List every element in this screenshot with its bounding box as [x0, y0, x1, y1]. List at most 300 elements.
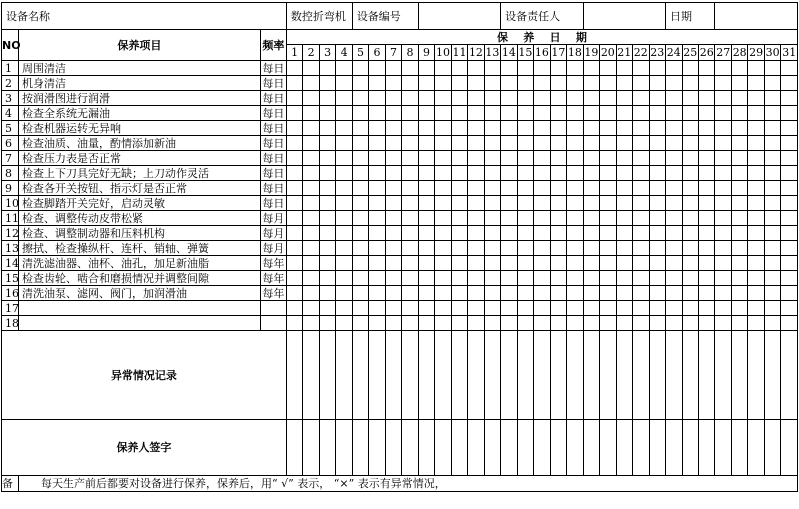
signature-cell[interactable] — [731, 420, 747, 476]
check-cell[interactable] — [583, 196, 599, 211]
check-cell[interactable] — [698, 106, 714, 121]
check-cell[interactable] — [764, 286, 780, 301]
abnormal-cell[interactable] — [748, 331, 764, 420]
check-cell[interactable] — [731, 106, 747, 121]
check-cell[interactable] — [319, 61, 335, 76]
check-cell[interactable] — [418, 211, 434, 226]
check-cell[interactable] — [468, 211, 484, 226]
abnormal-cell[interactable] — [567, 331, 583, 420]
check-cell[interactable] — [517, 211, 533, 226]
check-cell[interactable] — [435, 91, 451, 106]
check-cell[interactable] — [764, 121, 780, 136]
check-cell[interactable] — [666, 121, 682, 136]
check-cell[interactable] — [418, 151, 434, 166]
check-cell[interactable] — [286, 106, 302, 121]
check-cell[interactable] — [435, 166, 451, 181]
check-cell[interactable] — [534, 61, 550, 76]
check-cell[interactable] — [600, 256, 616, 271]
check-cell[interactable] — [451, 181, 467, 196]
check-cell[interactable] — [468, 136, 484, 151]
check-cell[interactable] — [286, 301, 302, 316]
check-cell[interactable] — [319, 166, 335, 181]
check-cell[interactable] — [698, 61, 714, 76]
check-cell[interactable] — [451, 121, 467, 136]
check-cell[interactable] — [352, 196, 368, 211]
check-cell[interactable] — [336, 181, 352, 196]
check-cell[interactable] — [303, 181, 319, 196]
signature-cell[interactable] — [336, 420, 352, 476]
signature-cell[interactable] — [352, 420, 368, 476]
check-cell[interactable] — [517, 301, 533, 316]
check-cell[interactable] — [616, 151, 632, 166]
check-cell[interactable] — [616, 121, 632, 136]
check-cell[interactable] — [517, 181, 533, 196]
check-cell[interactable] — [418, 301, 434, 316]
check-cell[interactable] — [633, 271, 649, 286]
check-cell[interactable] — [748, 151, 764, 166]
check-cell[interactable] — [600, 136, 616, 151]
check-cell[interactable] — [567, 136, 583, 151]
check-cell[interactable] — [682, 211, 698, 226]
check-cell[interactable] — [534, 316, 550, 331]
check-cell[interactable] — [748, 181, 764, 196]
check-cell[interactable] — [501, 151, 517, 166]
abnormal-cell[interactable] — [616, 331, 632, 420]
check-cell[interactable] — [402, 301, 418, 316]
check-cell[interactable] — [385, 91, 401, 106]
check-cell[interactable] — [583, 301, 599, 316]
check-cell[interactable] — [666, 211, 682, 226]
check-cell[interactable] — [616, 271, 632, 286]
check-cell[interactable] — [501, 271, 517, 286]
check-cell[interactable] — [336, 271, 352, 286]
check-cell[interactable] — [550, 106, 566, 121]
check-cell[interactable] — [435, 211, 451, 226]
check-cell[interactable] — [583, 181, 599, 196]
check-cell[interactable] — [600, 181, 616, 196]
check-cell[interactable] — [633, 181, 649, 196]
abnormal-cell[interactable] — [731, 331, 747, 420]
abnormal-cell[interactable] — [319, 331, 335, 420]
check-cell[interactable] — [764, 106, 780, 121]
check-cell[interactable] — [649, 91, 665, 106]
check-cell[interactable] — [567, 106, 583, 121]
check-cell[interactable] — [731, 301, 747, 316]
check-cell[interactable] — [286, 226, 302, 241]
check-cell[interactable] — [649, 106, 665, 121]
check-cell[interactable] — [633, 61, 649, 76]
check-cell[interactable] — [583, 271, 599, 286]
check-cell[interactable] — [402, 316, 418, 331]
check-cell[interactable] — [352, 61, 368, 76]
check-cell[interactable] — [633, 286, 649, 301]
check-cell[interactable] — [698, 271, 714, 286]
check-cell[interactable] — [698, 196, 714, 211]
check-cell[interactable] — [468, 241, 484, 256]
check-cell[interactable] — [781, 76, 798, 91]
check-cell[interactable] — [731, 76, 747, 91]
check-cell[interactable] — [468, 301, 484, 316]
check-cell[interactable] — [451, 286, 467, 301]
check-cell[interactable] — [764, 196, 780, 211]
signature-cell[interactable] — [781, 420, 798, 476]
check-cell[interactable] — [583, 76, 599, 91]
signature-cell[interactable] — [550, 420, 566, 476]
check-cell[interactable] — [583, 211, 599, 226]
check-cell[interactable] — [600, 316, 616, 331]
check-cell[interactable] — [698, 121, 714, 136]
signature-cell[interactable] — [517, 420, 533, 476]
check-cell[interactable] — [781, 241, 798, 256]
check-cell[interactable] — [484, 196, 500, 211]
check-cell[interactable] — [484, 61, 500, 76]
check-cell[interactable] — [501, 241, 517, 256]
check-cell[interactable] — [501, 121, 517, 136]
check-cell[interactable] — [501, 166, 517, 181]
check-cell[interactable] — [567, 316, 583, 331]
signature-cell[interactable] — [369, 420, 385, 476]
check-cell[interactable] — [682, 76, 698, 91]
abnormal-cell[interactable] — [352, 331, 368, 420]
check-cell[interactable] — [748, 121, 764, 136]
check-cell[interactable] — [303, 166, 319, 181]
check-cell[interactable] — [748, 286, 764, 301]
check-cell[interactable] — [484, 286, 500, 301]
check-cell[interactable] — [731, 166, 747, 181]
check-cell[interactable] — [764, 256, 780, 271]
check-cell[interactable] — [698, 76, 714, 91]
check-cell[interactable] — [484, 136, 500, 151]
check-cell[interactable] — [369, 301, 385, 316]
check-cell[interactable] — [616, 136, 632, 151]
check-cell[interactable] — [418, 121, 434, 136]
check-cell[interactable] — [303, 226, 319, 241]
check-cell[interactable] — [484, 151, 500, 166]
abnormal-cell[interactable] — [336, 331, 352, 420]
check-cell[interactable] — [682, 271, 698, 286]
check-cell[interactable] — [534, 121, 550, 136]
check-cell[interactable] — [616, 316, 632, 331]
check-cell[interactable] — [550, 61, 566, 76]
check-cell[interactable] — [319, 226, 335, 241]
check-cell[interactable] — [402, 151, 418, 166]
check-cell[interactable] — [583, 256, 599, 271]
abnormal-cell[interactable] — [484, 331, 500, 420]
check-cell[interactable] — [402, 106, 418, 121]
signature-cell[interactable] — [649, 420, 665, 476]
check-cell[interactable] — [468, 91, 484, 106]
check-cell[interactable] — [435, 196, 451, 211]
check-cell[interactable] — [666, 271, 682, 286]
check-cell[interactable] — [303, 76, 319, 91]
check-cell[interactable] — [336, 226, 352, 241]
check-cell[interactable] — [517, 121, 533, 136]
check-cell[interactable] — [286, 316, 302, 331]
check-cell[interactable] — [633, 241, 649, 256]
signature-cell[interactable] — [484, 420, 500, 476]
check-cell[interactable] — [418, 76, 434, 91]
check-cell[interactable] — [649, 151, 665, 166]
check-cell[interactable] — [385, 151, 401, 166]
check-cell[interactable] — [583, 136, 599, 151]
check-cell[interactable] — [600, 286, 616, 301]
check-cell[interactable] — [352, 136, 368, 151]
check-cell[interactable] — [649, 256, 665, 271]
abnormal-cell[interactable] — [600, 331, 616, 420]
abnormal-cell[interactable] — [715, 331, 731, 420]
check-cell[interactable] — [550, 121, 566, 136]
check-cell[interactable] — [336, 211, 352, 226]
check-cell[interactable] — [715, 196, 731, 211]
check-cell[interactable] — [731, 121, 747, 136]
check-cell[interactable] — [715, 76, 731, 91]
check-cell[interactable] — [484, 91, 500, 106]
check-cell[interactable] — [385, 61, 401, 76]
check-cell[interactable] — [468, 76, 484, 91]
check-cell[interactable] — [418, 106, 434, 121]
check-cell[interactable] — [616, 61, 632, 76]
check-cell[interactable] — [402, 286, 418, 301]
check-cell[interactable] — [715, 301, 731, 316]
check-cell[interactable] — [319, 136, 335, 151]
check-cell[interactable] — [550, 271, 566, 286]
signature-cell[interactable] — [666, 420, 682, 476]
check-cell[interactable] — [649, 61, 665, 76]
check-cell[interactable] — [286, 121, 302, 136]
check-cell[interactable] — [698, 166, 714, 181]
check-cell[interactable] — [369, 136, 385, 151]
check-cell[interactable] — [303, 316, 319, 331]
check-cell[interactable] — [369, 211, 385, 226]
check-cell[interactable] — [748, 91, 764, 106]
abnormal-cell[interactable] — [649, 331, 665, 420]
check-cell[interactable] — [369, 226, 385, 241]
check-cell[interactable] — [402, 181, 418, 196]
check-cell[interactable] — [731, 271, 747, 286]
check-cell[interactable] — [633, 256, 649, 271]
check-cell[interactable] — [583, 91, 599, 106]
check-cell[interactable] — [501, 76, 517, 91]
check-cell[interactable] — [764, 301, 780, 316]
abnormal-cell[interactable] — [550, 331, 566, 420]
check-cell[interactable] — [418, 166, 434, 181]
check-cell[interactable] — [682, 196, 698, 211]
check-cell[interactable] — [567, 181, 583, 196]
signature-cell[interactable] — [501, 420, 517, 476]
check-cell[interactable] — [501, 61, 517, 76]
check-cell[interactable] — [435, 61, 451, 76]
check-cell[interactable] — [682, 301, 698, 316]
check-cell[interactable] — [336, 121, 352, 136]
check-cell[interactable] — [550, 256, 566, 271]
abnormal-cell[interactable] — [666, 331, 682, 420]
signature-cell[interactable] — [633, 420, 649, 476]
check-cell[interactable] — [501, 256, 517, 271]
check-cell[interactable] — [484, 271, 500, 286]
device-name-value[interactable]: 数控折弯机 — [286, 3, 352, 30]
check-cell[interactable] — [385, 241, 401, 256]
check-cell[interactable] — [781, 61, 798, 76]
check-cell[interactable] — [567, 196, 583, 211]
check-cell[interactable] — [731, 256, 747, 271]
device-no-value[interactable] — [418, 3, 500, 30]
check-cell[interactable] — [748, 106, 764, 121]
check-cell[interactable] — [698, 226, 714, 241]
check-cell[interactable] — [666, 256, 682, 271]
signature-cell[interactable] — [764, 420, 780, 476]
check-cell[interactable] — [583, 316, 599, 331]
abnormal-cell[interactable] — [534, 331, 550, 420]
check-cell[interactable] — [303, 151, 319, 166]
check-cell[interactable] — [682, 106, 698, 121]
check-cell[interactable] — [435, 76, 451, 91]
check-cell[interactable] — [682, 166, 698, 181]
check-cell[interactable] — [682, 316, 698, 331]
signature-cell[interactable] — [435, 420, 451, 476]
check-cell[interactable] — [484, 211, 500, 226]
check-cell[interactable] — [385, 226, 401, 241]
check-cell[interactable] — [666, 181, 682, 196]
check-cell[interactable] — [567, 91, 583, 106]
check-cell[interactable] — [600, 166, 616, 181]
check-cell[interactable] — [534, 271, 550, 286]
check-cell[interactable] — [435, 151, 451, 166]
check-cell[interactable] — [336, 136, 352, 151]
check-cell[interactable] — [385, 211, 401, 226]
check-cell[interactable] — [715, 226, 731, 241]
check-cell[interactable] — [550, 241, 566, 256]
check-cell[interactable] — [748, 241, 764, 256]
signature-cell[interactable] — [616, 420, 632, 476]
check-cell[interactable] — [567, 256, 583, 271]
abnormal-cell[interactable] — [402, 331, 418, 420]
check-cell[interactable] — [748, 136, 764, 151]
check-cell[interactable] — [698, 301, 714, 316]
check-cell[interactable] — [385, 256, 401, 271]
check-cell[interactable] — [682, 241, 698, 256]
check-cell[interactable] — [385, 76, 401, 91]
check-cell[interactable] — [764, 241, 780, 256]
check-cell[interactable] — [418, 226, 434, 241]
check-cell[interactable] — [600, 121, 616, 136]
check-cell[interactable] — [781, 196, 798, 211]
check-cell[interactable] — [682, 121, 698, 136]
check-cell[interactable] — [731, 241, 747, 256]
check-cell[interactable] — [319, 91, 335, 106]
check-cell[interactable] — [616, 226, 632, 241]
check-cell[interactable] — [781, 151, 798, 166]
check-cell[interactable] — [534, 226, 550, 241]
abnormal-cell[interactable] — [385, 331, 401, 420]
check-cell[interactable] — [781, 91, 798, 106]
check-cell[interactable] — [781, 286, 798, 301]
check-cell[interactable] — [369, 61, 385, 76]
check-cell[interactable] — [319, 241, 335, 256]
check-cell[interactable] — [435, 226, 451, 241]
check-cell[interactable] — [600, 151, 616, 166]
check-cell[interactable] — [484, 256, 500, 271]
check-cell[interactable] — [666, 196, 682, 211]
check-cell[interactable] — [451, 136, 467, 151]
check-cell[interactable] — [748, 256, 764, 271]
check-cell[interactable] — [336, 91, 352, 106]
check-cell[interactable] — [698, 136, 714, 151]
check-cell[interactable] — [451, 301, 467, 316]
abnormal-cell[interactable] — [698, 331, 714, 420]
check-cell[interactable] — [303, 106, 319, 121]
signature-cell[interactable] — [385, 420, 401, 476]
check-cell[interactable] — [781, 226, 798, 241]
check-cell[interactable] — [715, 166, 731, 181]
abnormal-cell[interactable] — [468, 331, 484, 420]
check-cell[interactable] — [698, 211, 714, 226]
check-cell[interactable] — [369, 241, 385, 256]
check-cell[interactable] — [319, 151, 335, 166]
check-cell[interactable] — [567, 151, 583, 166]
check-cell[interactable] — [402, 226, 418, 241]
check-cell[interactable] — [369, 106, 385, 121]
check-cell[interactable] — [517, 256, 533, 271]
check-cell[interactable] — [385, 136, 401, 151]
check-cell[interactable] — [764, 166, 780, 181]
signature-cell[interactable] — [451, 420, 467, 476]
check-cell[interactable] — [764, 211, 780, 226]
check-cell[interactable] — [286, 61, 302, 76]
check-cell[interactable] — [451, 211, 467, 226]
check-cell[interactable] — [698, 181, 714, 196]
check-cell[interactable] — [517, 106, 533, 121]
check-cell[interactable] — [764, 316, 780, 331]
check-cell[interactable] — [764, 76, 780, 91]
signature-cell[interactable] — [418, 420, 434, 476]
check-cell[interactable] — [666, 151, 682, 166]
check-cell[interactable] — [698, 151, 714, 166]
signature-cell[interactable] — [286, 420, 302, 476]
check-cell[interactable] — [501, 286, 517, 301]
check-cell[interactable] — [616, 196, 632, 211]
check-cell[interactable] — [336, 61, 352, 76]
check-cell[interactable] — [781, 166, 798, 181]
check-cell[interactable] — [402, 91, 418, 106]
check-cell[interactable] — [303, 241, 319, 256]
check-cell[interactable] — [764, 91, 780, 106]
check-cell[interactable] — [748, 301, 764, 316]
check-cell[interactable] — [385, 271, 401, 286]
check-cell[interactable] — [550, 211, 566, 226]
check-cell[interactable] — [715, 316, 731, 331]
check-cell[interactable] — [402, 166, 418, 181]
check-cell[interactable] — [666, 91, 682, 106]
check-cell[interactable] — [600, 211, 616, 226]
check-cell[interactable] — [385, 166, 401, 181]
check-cell[interactable] — [666, 226, 682, 241]
check-cell[interactable] — [600, 61, 616, 76]
signature-cell[interactable] — [583, 420, 599, 476]
check-cell[interactable] — [616, 166, 632, 181]
abnormal-cell[interactable] — [435, 331, 451, 420]
signature-cell[interactable] — [303, 420, 319, 476]
date-value[interactable] — [715, 3, 798, 30]
check-cell[interactable] — [583, 226, 599, 241]
check-cell[interactable] — [616, 211, 632, 226]
check-cell[interactable] — [715, 256, 731, 271]
check-cell[interactable] — [336, 76, 352, 91]
check-cell[interactable] — [748, 316, 764, 331]
check-cell[interactable] — [369, 256, 385, 271]
check-cell[interactable] — [435, 106, 451, 121]
check-cell[interactable] — [517, 61, 533, 76]
check-cell[interactable] — [666, 166, 682, 181]
